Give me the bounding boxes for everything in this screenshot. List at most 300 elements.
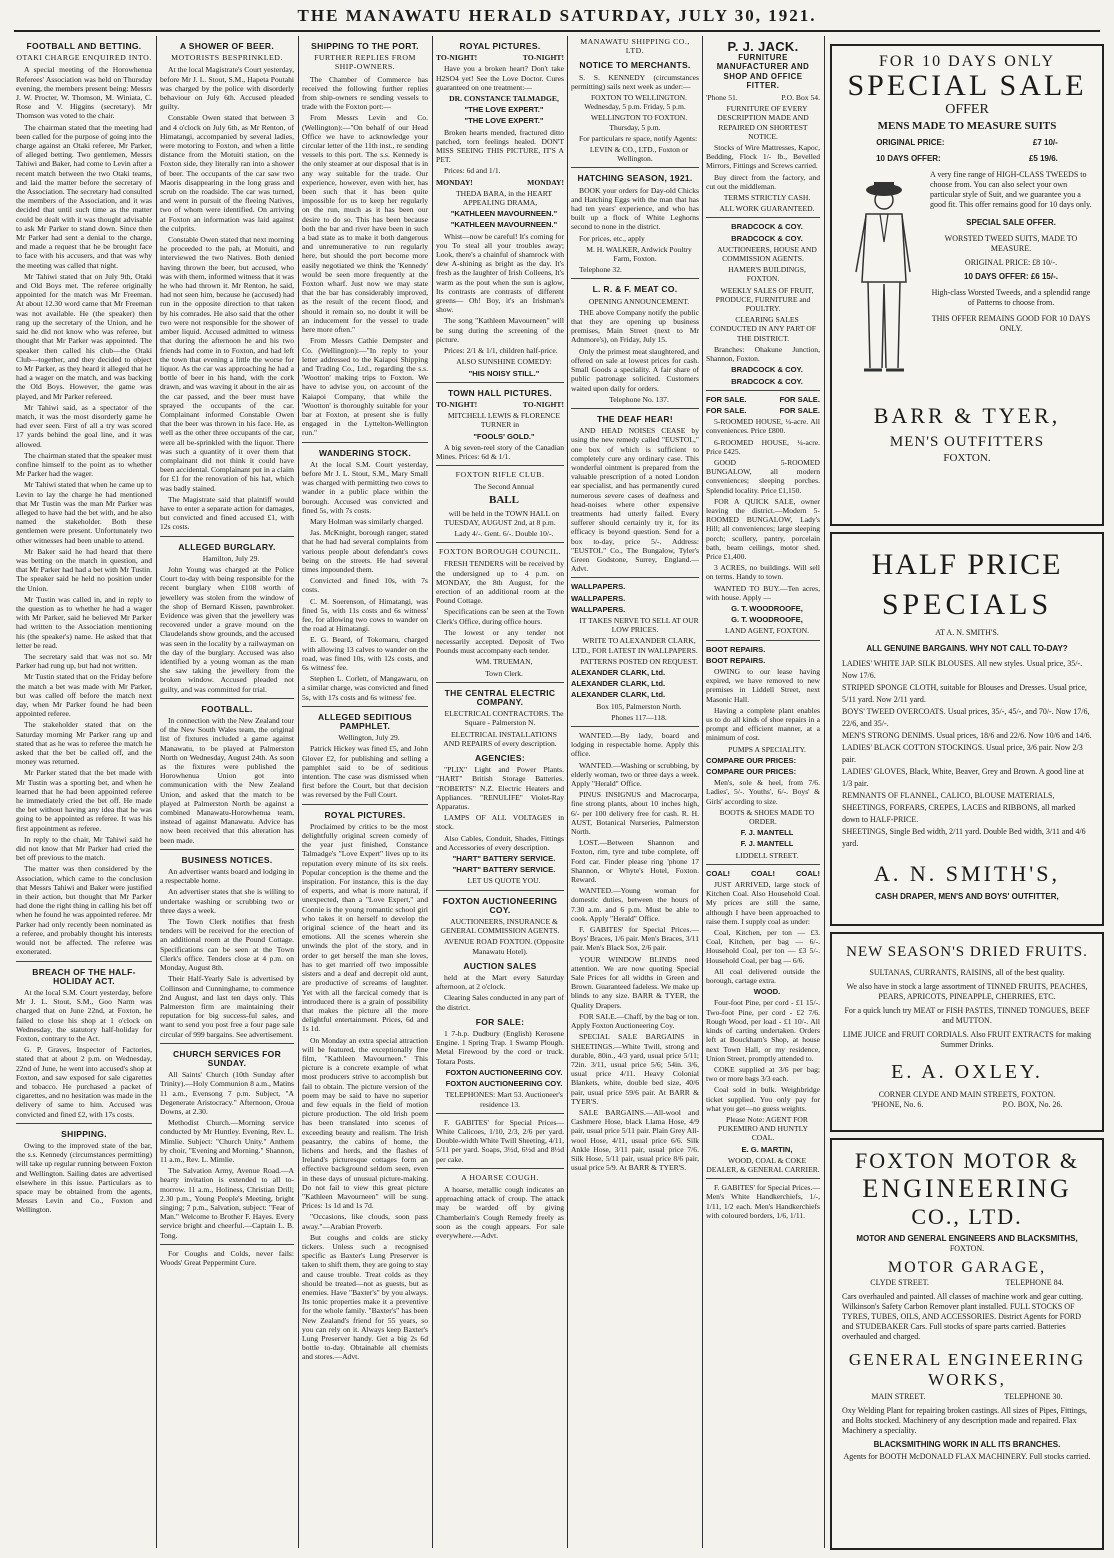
advert-paragraph: COKE supplied at 3/6 per bag; two or more bags 3/3 each.: [706, 1064, 820, 1084]
advert-paragraph: FRESH TENDERS will be received by the undersigned up to 4 p.m. on MONDAY, the 8th August, for the erection of an additional room at the Pound Cottage.: [436, 559, 564, 606]
for-sale-label: FOR SALE.: [779, 405, 820, 415]
divider: [302, 804, 428, 805]
advert-line: BOOT REPAIRS.: [706, 655, 766, 665]
headline-deaf-hear: THE DEAF HEAR!: [597, 413, 673, 424]
list-item: SHEETINGS, Single Bed width, 2/11 yard. Double Bed width, 3/11 and 4/6 yard.: [842, 827, 1086, 848]
advert-paragraph: F. GABITES' for Special Prices—White Calicoes, 1/10, 2/3, 2/6 per yard. Double-width White Twill Sheeting, 4/11, 5/11 per yard. Soaps, 3½d, 6½d and 8½d per cake.: [436, 1117, 564, 1164]
column-1: [16, 36, 152, 1548]
advert-line: WOOD.: [753, 987, 781, 997]
advert-line: AVENUE ROAD FOXTON. (Opposite Manawatu Hotel).: [444, 937, 564, 956]
advert-paragraph: The lowest or any tender not necessarily accepted. Deposit of Two Pounds must accompany each tender.: [436, 627, 564, 656]
signature: Town Clerk.: [485, 668, 523, 678]
notice-heading: MANAWATU SHIPPING CO., LTD.: [580, 37, 690, 56]
oxley-advert: [830, 932, 1104, 1132]
column-4: [436, 36, 564, 1548]
article-paragraph: Mr Parker stated that the bet made with Mr Tustin was a sporting bet, and when he learned that he had been appointed referee he immediately cried the bet off. He made the bet without having any idea that he was going to be appointed as referee. It was his first appointment as referee.: [16, 768, 152, 833]
advert-line: BRADCOCK & COY.: [731, 222, 803, 232]
advert-paragraph: A hoarse, metallic cough indicates an approaching attack of croup. The attack may be warded off by giving Chamberlain's Cough Remedy freely as soon as the cough appears. For sale everywhere.—Advt.: [436, 1184, 564, 1240]
advert-line: CORNER CLYDE AND MAIN STREETS, FOXTON.: [878, 1090, 1056, 1099]
headline-alleged-burglary: ALLEGED BURGLARY.: [178, 541, 276, 552]
advert-headline: GENERAL ENGINEERING: [848, 1350, 1086, 1369]
notice-heading: A HOARSE COUGH.: [461, 1172, 539, 1182]
classified-ad: F. GABITES' for Special Prices.—Boys' Braces, 1/6 pair. Men's Braces, 3/11 pair. Men's Black Sox, 2/6 pair.: [571, 925, 699, 953]
advert-paragraph: Cars overhauled and painted. All classes of machine work and gear cutting. Wilkinson's Safety Carbon Remover plant installed. FULL STOCKS OF TYRES, TUBES, OILS, AND ACCESSORIES. District Agents for FORD and STUDEBAKER Cars. Full stocks of spare parts carried. Batteries overhauled and charged.: [842, 1292, 1084, 1341]
article-paragraph: Proclaimed by critics to be the most delightfully original screen comedy of the year just finished, Constance Talmadge's "Love Expert" lives up to its reputation every minute of its six reels. Popular conception is the theme and the inspiration. For instance, this is the day of experts, and what is more natural, if unexpected, than a "Love Expert," and Connie is the young romantic school girl who takes it on herself to develop the original science of the heart and its emotions. All the scenes wherein she unwinds the plot of the story, and in order to get herself the man she loves, has to get married off two impossible sisters and a deaf and decrepit old aunt, are productive of screams of laughter. Yet with all the farcical comedy that is introduced there is a grain of possibility that makes the picture all the more delightful entertainment. Prices, 6d and 1s 1d.: [302, 821, 428, 1034]
classified-ad: YOUR WINDOW BLINDS need attention. We are now quoting Special Sale Prices for all widths in Green and Brown. Guaranteed fadeless. We make up blinds to any size. BARR & TYER, the Quality Drapers.: [571, 954, 699, 1010]
article-paragraph: The Salvation Army, Avenue Road.—A hearty invitation is extended to all to-morrow. 11 a.m., Holiness, Christian Drill; 2.30 p.m., Young People's Meeting, bright singing; 7 p.m., Salvation, subject: "Fear of Man." Welcome to Brother F. Hayes. Every service bright and cheerful.—Captain L. B. Tong.: [160, 1166, 294, 1240]
article-paragraph: At the local S.M. Court yesterday, before Mr J. L. Stout, S.M., Goo Narm was charged that on June 22nd, at Foxton, he failed to close his shop at 1 o'clock on Wednesday, the statutory half-holiday for Foxton, contrary to the Act.: [16, 987, 152, 1043]
advert-line: IT TAKES NERVE TO SELL AT OUR LOW PRICES.: [579, 615, 699, 635]
advert-paragraph: The song "Kathleen Mavourneen" will be sung during the screening of the picture.: [436, 316, 564, 344]
classified-ad: FOR A QUICK SALE, owner leaving the district.—Modern 5-ROOMED BUNGALOW, Lady's Hill; all conveniences; large sleeping porch; scullery, pantry, porcelain bath, beam ceilings, motor shed. Price £1,400.: [706, 496, 820, 561]
divider: [16, 1123, 152, 1124]
advert-paragraph: LIME JUICE and FRUIT CORDIALS. Also FRUIT EXTRACTS for making Summer Drinks.: [842, 1030, 1092, 1049]
advert-line: 10 DAYS OFFER: £6 15/-.: [964, 272, 1058, 281]
article-paragraph: Mr Tahiwi stated that when he came up to Levin to lay the charge he had mentioned that Mr Tustin was the man Mr Parker was alleged to have had the bet with, and he also named the stakeholder. Both these gentlemen were present. Unfortunately two other witnesses had been unable to attend.: [16, 480, 152, 545]
advert-paragraph: Whist—now be careful! It's coming for you To steal all your troubles away; Look, there's a chainful of shamrock with dew A-shining as bright as the day. It's fresh as the laughter of Irish Colleens, It's warm as the pout when the sun is aglow, Its contrasts are contrasts of different greens— Oh! Boy, it's an Irishman's show.: [436, 231, 564, 315]
advert-line: BALL: [489, 493, 519, 506]
advert-line: DR. CONSTANCE TALMADGE,: [449, 94, 559, 104]
divider: [571, 408, 699, 409]
advert-line: ALEXANDER CLARK, Ltd.: [571, 690, 666, 700]
divider: [436, 382, 564, 383]
divider: [436, 890, 564, 891]
list-item: BOYS' TWEED OVERCOATS. Usual prices, 35/-, 45/-, and 70/-. Now 17/6, 22/6, and 35/-.: [842, 707, 1090, 728]
article-paragraph: From Messrs Levin and Co. (Wellington):—"On behalf of our Head Office we have to acknowledge your circular letter of the 11th inst., re sending vessels to this port. The s.s. Kennedy is the only steamer at our disposal that is in any way suitable for the trade. Our experience, however, even with her, has been such that it has been quite impossible for us to keep her regularly on the run, much as it has been our desire to do so. This has been because both the bar and river have been in such a bad state as to make it both dangerous and unremunerative to run regularly here, but should the port become more easily negotiated we think the 'Kennedy' would be seen more frequently at the Foxton wharf. Just now we may state that the bar has considerably improved, as the result of the recent flood, and should it remain so, no doubt it will be an inducement for the vessel to trade here more often.": [302, 113, 428, 335]
advert-line: WEEKLY SALES OF FRUIT, PRODUCE, FURNITURE and POULTRY.: [715, 285, 814, 314]
divider: [436, 542, 564, 543]
tonight-label: TO-NIGHT!: [522, 399, 564, 409]
advert-line: "THE LOVE EXPERT.": [464, 105, 544, 115]
po-box: P.O. BOX, No. 26.: [1002, 1100, 1063, 1109]
advert-line: ALSO SUNSHINE COMEDY:: [456, 357, 552, 367]
list-item: LADIES' WHITE JAP. SILK BLOUSES. All new styles. Usual price, 35/-. Now 17/6.: [842, 659, 1083, 680]
advert-line: MITCHELL LEWIS & FLORENCE TURNER in: [447, 411, 561, 430]
monday-label: MONDAY!: [527, 177, 564, 187]
headline-half-holiday: BREACH OF THE HALF-HOLIDAY ACT.: [32, 966, 136, 986]
tonight-label: TO-NIGHT!: [436, 53, 478, 63]
article-paragraph: Mr Tahiwi stated that on July 9th, Otaki and Old Boys met. The referee originally appointed for the match was Mr Freeman. At about 12.30 word came that Mr Freeman was not available. He (the speaker) then rang up the secretary of the Union, and he said he did not know who was referee, but thought that Mr Parker was appointed. The speaker then called his club—the Otaki Club—together, and they decided to object to Mr Parker, as they heard it alleged that he had a wager on the match, and was backing the Old Boys. However, the game was played, and Mr Parker refereed.: [16, 271, 152, 401]
advert-paragraph: All coal delivered outside the borough, cartage extra.: [706, 966, 820, 986]
for-sale-label: FOR SALE.: [706, 394, 747, 404]
notice-heading: FOXTON RIFLE CLUB.: [455, 470, 545, 480]
contact-line: [832, 1278, 1102, 1288]
advert-line: M. H. WALKER, Ardwick Poultry Farm, Foxton.: [586, 244, 692, 264]
advert-paragraph: Stocks of Wire Mattresses, Kapoc, Bedding, Flock 1/- lb., Bevelled Mirrors, Fittings and Screws carried.: [706, 143, 820, 171]
column-2: [160, 36, 294, 1548]
tonight-label: TO-NIGHT!: [436, 399, 478, 409]
article-paragraph: In reply to the chair, Mr Tahiwi said he did not know that Mr Parker had cried the bet off previous to the match.: [16, 834, 152, 863]
article-paragraph: The Town Clerk notifies that fresh tenders will be received for the erection of an additional room at the Pound Cottage. Specifications can be seen at the Town Clerk's office. Tenders close at 4 p.m. on Monday, August 8th.: [160, 917, 294, 973]
divider: [436, 1168, 564, 1169]
classified-ad: F. GABITES' for Special Prices.—Men's White Handkerchiefs, 1/-, 1/11, 1/2 each. Men's Handkerchiefs with coloured borders, 1/6, 1/11.: [706, 1183, 820, 1220]
masthead-rule: [14, 30, 1100, 32]
classified-ad: 3 ACRES, no buildings. Will sell on terms. Handy to town.: [706, 563, 820, 582]
advert-line: PUMPS A SPECIALITY.: [728, 744, 806, 754]
advert-line: FOXTON.: [943, 452, 991, 464]
advert-line: "HART" BATTERY SERVICE.: [452, 854, 556, 864]
advert-paragraph: 1 7-h.p. Dudbury (English) Kerosene Engine. 1 Spring Trap. 1 Swamp Plough. Metal Firewood by the cord or truck. Totara Posts.: [436, 1029, 564, 1066]
advert-line: ALEXANDER CLARK, Ltd.: [571, 667, 666, 677]
article-paragraph: Patrick Hickey was fined £5, and John Glover £2, for publishing and selling a pamphlet said to be of seditious intention. The case was dismissed when first before the Court, but that decision was reversed by the Full Court.: [302, 744, 428, 800]
column-divider: [156, 36, 157, 1548]
advert-paragraph: OWING to our lease having expired, we have removed to new premises in Liddell Street, next Masonic Hall.: [706, 666, 820, 704]
advert-line: "KATHLEEN MAVOURNEEN.": [450, 209, 558, 219]
an-smith-advert: [830, 532, 1104, 926]
phone-number: TELEPHONE 30.: [1004, 1392, 1063, 1401]
list-item: LADIES' BLACK COTTON STOCKINGS. Usual price, 3/6 pair. Now 2/3 pair.: [842, 743, 1083, 764]
advert-line: Box 105, Palmerston North.: [596, 701, 682, 711]
article-paragraph: From Messrs Cathie Dempster and Co. (Wellington):—"In reply to your letter addressed to the Kaiapoi Shipping and Trading Co., Ltd., regarding the s.s. 'Wootton' making trips to Foxton. We have to advise you, on account of the Kaiapoi Company, that while the 'Wootton' is thoroughly suitable for your bar at Foxton, at present she is fully engaged in the Lyttelton-Wellington run.": [302, 336, 428, 438]
article-paragraph: The matter was then considered by the Association, which came to the conclusion that Messrs Tahiwi and Baker were justified in their action, but thought that Mr Parker had done the right thing in calling his bet off when he found he was appointed referee. Mr Parker had only recently been nominated as a referee, and probably thought his interests would not be affected. The referee was exonerated.: [16, 864, 152, 957]
advert-line: F. J. MANTELL: [740, 828, 794, 838]
advert-line: FOXTON.: [949, 1244, 985, 1253]
advert-line: will be held in the TOWN HALL on TUESDAY, AUGUST 2nd, at 8 p.m.: [444, 508, 560, 527]
advert-paragraph: Four-foot Pine, per cord - £1 15/-. Two-foot Pine, per cord - £2 7/6. Rough Wood, per load - £1 10/-. All kinds of carting undertaken. Orders left at Bouckham's Shop, at house next Town Hall, or my residence, Union Street, promptly attended to.: [706, 998, 820, 1063]
headline-shipping: SHIPPING.: [61, 1128, 107, 1139]
agencies-heading: AGENCIES:: [475, 753, 525, 763]
headline-meat-co: L. R. & F. MEAT CO.: [592, 284, 678, 295]
street: CLYDE STREET.: [870, 1278, 929, 1287]
classified-ad: FOR SALE.—Chaff, by the bag or ton. Apply Foxton Auctioneering Coy.: [571, 1011, 699, 1031]
divider: [706, 390, 820, 391]
article-paragraph: Convicted and fined 10s, with 7s costs.: [302, 576, 428, 595]
advert-line: ORIGINAL PRICE: £8 10/-.: [964, 258, 1058, 267]
barr-tyer-advert: [830, 44, 1104, 526]
price-label: ORIGINAL PRICE:: [876, 138, 945, 147]
article-paragraph: Mr Tahiwi said, as a spectator of the match, it was the most disorderly game he had ever seen. First of all a try was scored 17 yards behind the goal line, and it was allowed.: [16, 402, 152, 449]
column-divider: [298, 36, 299, 1548]
man-in-suit-illustration: [844, 172, 924, 382]
advert-paragraph: Also Cables, Conduit, Shades, Fittings and Accessories of every description.: [436, 833, 564, 852]
advert-paragraph: SULTANAS, CURRANTS, RAISINS, all of the best quality.: [869, 968, 1065, 977]
phone-number: 'PHONE, No. 6.: [871, 1100, 924, 1109]
advert-paragraph: Having a complete plant enables us to do all kinds of shoe repairs in a prompt and efficient manner, at a minimum of cost.: [706, 705, 820, 743]
advert-line: Please Note: AGENT FOR PUKEMIRO AND HUNTLY COAL.: [718, 1114, 808, 1143]
contact-line: [706, 93, 820, 102]
article-paragraph: In connection with the New Zealand tour of the New South Wales team, the original list of fixtures included a game against Manawatu, to be played at Palmerston North on Wednesday, August 24th. As soon as the fixtures were published the Horowhenua Union got into communication with the New Zealand Union, and asked that the match to be played at Palmerston North be against a combined Manawatu-Horowhenua team, instead of against Manawatu. Advice has now been received that this alteration has been made.: [160, 716, 294, 845]
divider: [160, 1043, 294, 1044]
advert-line: MENS MADE TO MEASURE SUITS: [877, 120, 1057, 132]
article-paragraph: C. M. Soerenson, of Himatangi, was fined 5s, with 11s costs and 6s witness' fee, for allowing two cows to wander on the road at Himatangi.: [302, 596, 428, 634]
article-paragraph: The secretary said that was not so. Mr Parker had rung up, but had not written.: [16, 652, 152, 671]
phone-number: 'Phone 51.: [706, 93, 738, 103]
advert-line: FOXTON AUCTIONEERING COY.: [445, 1067, 563, 1077]
advert-line: AT A. N. SMITH'S.: [935, 628, 999, 637]
article-paragraph: At the local S.M. Court yesterday, before Mr J. L. Stout, S.M., Mary Small was charged with permitting two cows to wander in a public place within the borough. Accused was convicted and fined 5s, with 7s costs.: [302, 459, 428, 515]
advert-headline: HALF PRICE: [871, 548, 1063, 581]
divider: [160, 698, 294, 699]
masthead-title: THE MANAWATU HERALD SATURDAY, JULY 30, 1921.: [297, 6, 817, 25]
advert-line: BLACKSMITHING WORK IN ALL ITS BRANCHES.: [873, 1440, 1061, 1449]
divider: [160, 849, 294, 850]
article-paragraph: Mr Baker said he had heard that there was betting on the match in question, and that Mr Parker had had a bet with Mr Tustin. The speaker said he held no position under the Union.: [16, 546, 152, 593]
column-divider: [824, 36, 825, 1548]
advert-line: BRADCOCK & COY.: [731, 365, 803, 375]
advert-line: "KATHLEEN MAVOURNEEN.": [450, 220, 558, 230]
advert-line: TELEPHONES: Mart 53. Auctioneer's residence 13.: [445, 1090, 563, 1109]
advert-line: BRADCOCK & COY.: [731, 233, 803, 243]
advert-line: WOOD, COAL & COKE DEALER, & GENERAL CARRIER.: [706, 1155, 820, 1174]
divider: [302, 442, 428, 443]
advert-line: E. G. MARTIN,: [741, 1144, 793, 1154]
headline-church-services: CHURCH SERVICES FOR SUNDAY.: [172, 1048, 282, 1068]
advert-paragraph: Broken hearts mended, fractured ditto patched, torn feelings healed. DON'T MISS SEEING THIS PICTURE, IT'S A PET.: [436, 127, 564, 165]
classified-ad: SALE BARGAINS.—All-wool and Cashmere Hose, black Llama Hose, 4/9 pair, usual price 5/11 pair. Plain Grey All-wool Hose, 4/11, usual price 6/6. Silk Ankle Hose, 3/11 pair, usual price 7/6. Silk Hose, 5/11 pair, usual price 8/6 pair, usual price 5/9. At BARR & TYER'S.: [571, 1107, 699, 1173]
advert-line: "HART" BATTERY SERVICE.: [452, 865, 556, 875]
advert-headline: SPECIALS: [881, 588, 1053, 621]
advert-paragraph: For Coughs and Colds, never fails: Woods' Great Peppermint Cure.: [160, 1248, 294, 1267]
classified-ad: WANTED.—Washing or scrubbing, by elderly woman, two or three days a week. Apply "Herald" Office.: [571, 760, 699, 789]
divider: [571, 726, 699, 727]
headline-seditious-pamphlet: ALLEGED SEDITIOUS PAMPHLET.: [318, 711, 412, 732]
advert-paragraph: Branches: Ohakune Junction, Shannon, Foxton.: [706, 344, 820, 364]
headline-notice-merchants: NOTICE TO MERCHANTS.: [579, 60, 691, 71]
advert-line: LAND AGENT, FOXTON.: [724, 626, 810, 636]
column-5: [571, 36, 699, 1548]
advert-paragraph: S. S. KENNEDY (circumstances permitting) sails next week as under:—: [571, 72, 699, 91]
classified-ad: WANTED TO BUY.—Ten acres, with house. Apply —: [706, 583, 820, 602]
divider: [706, 1178, 820, 1179]
article-paragraph: G. P. Graves, Inspector of Factories, stated that at about 2 p.m. on Wednesday, 22nd of June, he went into accused's shop at Foxton, and saw exposed for sale cigarettes and tobacco. He purchased a packet of cigarettes, and no hesitation was made in the delivery of same to him. Accused was convicted and fined £2, with 17s costs.: [16, 1045, 152, 1119]
advert-line: THEDA BARA, in the HEART APPEALING DRAMA,: [456, 188, 552, 208]
classified-ad: 5-ROOMED HOUSE, ¼-acre. All conveniences. Price £800.: [706, 417, 820, 436]
advert-headline: MOTOR GARAGE,: [887, 1259, 1047, 1276]
po-box: P.O. Box 54.: [781, 93, 820, 103]
advert-line: SPECIAL SALE OFFER.: [966, 218, 1056, 227]
advert-paragraph: Coal sold in bulk. Weighbridge ticket supplied. You only pay for what you get—no guess weights.: [706, 1085, 820, 1113]
advert-paragraph: THE above Company notify the public that they are opening up business premises, Main Street (next to Mr Adnmore's), on Friday, July 15.: [571, 307, 699, 345]
advert-line: AUCTIONEERS, INSURANCE & GENERAL COMMISSION AGENTS.: [440, 917, 560, 936]
divider: [16, 961, 152, 962]
advert-list: [832, 654, 1102, 850]
advert-paragraph: For prices, etc., apply: [579, 233, 645, 243]
headline-football: FOOTBALL.: [201, 703, 253, 714]
advert-line: LIDDELL STREET.: [735, 850, 799, 860]
article-paragraph: Owing to the improved state of the bar, the s.s. Kennedy (circumstances permitting) will take up regular running between Foxton and Wellington. Sailing dates are advertised elsewhere in this issue. Particulars as to space may be obtained from the agents, Messrs Levin and Co., Foxton and Wellington.: [16, 1140, 152, 1215]
advert-line: PATTERNS POSTED ON REQUEST.: [580, 656, 698, 666]
divider: [706, 217, 820, 218]
advert-line: High-class Worsted Tweeds, and a splendid range of Patterns to choose from.: [931, 288, 1091, 307]
advert-paragraph: Buy direct from the factory, and cut out the middleman.: [706, 172, 820, 191]
advert-line: "HIS NOISY STILL.": [468, 368, 540, 378]
monday-line: [436, 178, 564, 187]
advert-line: ELECTRICAL INSTALLATIONS AND REPAIRS of every description.: [443, 729, 558, 748]
article-paragraph: Stephen L. Corlett, of Mangawaru, on a similar charge, was convicted and fined 5s, with 17s costs and 6s witness' fee.: [302, 674, 428, 702]
advert-headline: BARR & TYER,: [873, 403, 1061, 428]
divider: [706, 864, 820, 865]
subheadline: FURTHER REPLIES FROM SHIP-OWNERS.: [314, 53, 416, 72]
subheadline: OTAKI CHARGE ENQUIRED INTO.: [16, 53, 152, 63]
divider: [571, 577, 699, 578]
price-label: 10 DAYS OFFER:: [876, 154, 941, 163]
advert-headline: E. A. OXLEY.: [891, 1061, 1043, 1083]
article-paragraph: The chairman stated that the speaker must confine himself to the point as to whether Mr Parker had the wager.: [16, 450, 152, 479]
advert-line: Telephone No. 137.: [609, 394, 669, 404]
article-paragraph: At the local Magistrate's Court yesterday, before Mr J. L. Stout, S.M., Hapeta Poutahi was charged by the police with disorderly behaviour on July 6th. Accused pleaded guilty.: [160, 65, 294, 112]
advert-line: HAMER'S BUILDINGS, FOXTON.: [728, 265, 806, 284]
classified-ad: WANTED.—Young woman for domestic duties, between the hours of 7.30 a.m. and 6 p.m. Must be able to cook. Apply "Herald" Office.: [571, 886, 699, 923]
auction-sales-heading: AUCTION SALES: [463, 960, 537, 971]
advert-line: Phones 117—118.: [611, 712, 667, 722]
article-paragraph: But coughs and colds are sticky tickers. Unless such a recognised specific as Baxter's Lung Preserver is taken to shift them, they are going to stay and cause trouble. Treat colds as they should be treated—not as guests, but as enemies. Have "Baxter's" by you always. Its tonic properties make it a preventive for the whole family. "Baxter's" has been New Zealand's friend for 55 years, so you can rely on it. Always keep Baxter's Lung Preserver handy. Get a big 2s 6d bottle to-day. Obtainable all chemists and stores.—Advt.: [302, 1232, 428, 1362]
divider: [706, 640, 820, 641]
article-paragraph: The Magistrate said that plaintiff would have to enter a separate action for damages, but convicted and fined accused £1, with 12s costs.: [160, 494, 294, 532]
advert-line: MOTOR AND GENERAL ENGINEERS AND BLACKSMITHS,: [856, 1234, 1078, 1243]
article-paragraph: Constable Owen stated that between 3 and 4 o'clock on July 6th, as Mr Renton, of Himatangi, accompanied by several ladies, were motoring to Foxton, and when a little distance from the Motuiti station, on the Foxton side, they literally ran into a shower of beer. The occupants of the car saw two Maoris disappearing in the long grass and scrub on the roadside. The car was turned, and went in pursuit of the fleeing Natives, two of whom were identified. On arriving at Foxton an information was laid against the culprits.: [160, 113, 294, 233]
divider: [436, 1113, 564, 1114]
headline-business-notices: BUSINESS NOTICES.: [181, 854, 273, 865]
advert-paragraph: Specifications can be seen at the Town Clerk's Office, during office hours.: [436, 607, 564, 626]
advert-line: Agents for BOOTH McDONALD FLAX MACHINERY. Full stocks carried.: [843, 1452, 1091, 1461]
article-paragraph: "Occasions, like clouds, soon pass away."—Arabian Proverb.: [302, 1212, 428, 1231]
divider: [436, 682, 564, 683]
advert-paragraph: Only the primest meat slaughtered, and offered on sale at lowest prices for cash. Small Goods a speciality. A fair share of public patronage solicited. Customers waited upon daily for orders.: [571, 346, 699, 393]
price-line: [832, 138, 1102, 148]
advert-line: FOR 10 DAYS ONLY: [878, 53, 1056, 70]
divider: [302, 706, 428, 707]
headline-football-betting: FOOTBALL AND BETTING.: [26, 41, 142, 51]
advert-line: WALLPAPERS.: [571, 593, 626, 603]
article-paragraph: E. G. Beard, of Tokomaru, charged with allowing 13 calves to wander on the road, was fined 10s, with 12s costs, and 6s witness' fee.: [302, 635, 428, 672]
advert-line: BOOT REPAIRS.: [706, 644, 766, 654]
advert-headline: WORKS,: [928, 1370, 1006, 1389]
divider: [436, 465, 564, 466]
advert-line: FURNITURE OF EVERY DESCRIPTION MADE AND REPAIRED ON SHORTEST NOTICE.: [717, 104, 809, 141]
advert-line: COMPARE OUR PRICES:: [706, 755, 797, 765]
classified-ad: WANTED.—By lady, board and lodging in respectable home. Apply this office.: [571, 731, 699, 759]
article-paragraph: An advertiser wants board and lodging in a respectable home.: [160, 867, 294, 886]
advert-paragraph: For particulars re space, notify Agents:: [579, 133, 698, 143]
advert-line: F. J. MANTELL: [740, 839, 794, 849]
advert-line: ALEXANDER CLARK, Ltd.: [571, 679, 666, 689]
notice-heading: FOXTON BOROUGH COUNCIL.: [438, 547, 562, 557]
article-paragraph: John Young was charged at the Police Court to-day with being responsible for the recent burglary when £108 worth of jewellery was stolen from the window of the shop of Bernard Kissen, pawnbroker. Evidence was given that the jewellery was recovered under a grave mound on the Claudelands show grounds, and the accused was seen in the locality by a railwayman on the day of the burglary. Accused was also identified by a young woman as the man she saw taking the jewellery from the broken window. Accused pleaded not guilty, and was committed for trial.: [160, 564, 294, 694]
coal-line: [706, 869, 820, 878]
article-paragraph: An advertiser states that she is willing to undertake washing or scrubbing two or three days a week.: [160, 887, 294, 915]
advert-line: THIS OFFER REMAINS GOOD FOR 10 DAYS ONLY.: [931, 314, 1091, 333]
foxton-motor-advert: [830, 1138, 1104, 1550]
headline-pj-jack: P. J. JACK.: [727, 39, 799, 54]
advert-line: TERMS STRICTLY CASH.: [723, 193, 811, 203]
advert-line: The Second Annual: [474, 482, 534, 492]
advert-headline: A. N. SMITH'S,: [874, 861, 1060, 886]
contact-line: [832, 1100, 1102, 1110]
classified-ad: PINUS INSIGNUS and Macrocarpa, fine strong plants, about 10 inches high, 6/- per 100 delivery free for cash. R. H. AUST, Botanical Nurseries, Palmerston North.: [571, 790, 699, 837]
coal-label: COAL!: [750, 868, 776, 878]
advert-line: OPENING ANNOUNCEMENT.: [588, 296, 690, 306]
article-paragraph: All Saints' Church (10th Sunday after Trinity).—Holy Communion 8 a.m., Matins 11 a.m., Evensong 7 p.m. Subject, "A Degenerate Aristocracy." Afternoon, Oroua Downs, at 2.30.: [160, 1070, 294, 1116]
article-paragraph: Mr Tustin stated that on the Friday before the match a bet was made with Mr Parker, but was called off before the match next day, when Mr Parker found he had been appointed referee.: [16, 672, 152, 719]
advert-paragraph: Prices: 2/1 & 1/1, children half-price.: [444, 346, 558, 356]
headline-central-electric: THE CENTRAL ELECTRIC COMPANY.: [444, 687, 556, 707]
subheadline: MOTORISTS BESPRINKLED.: [171, 53, 283, 63]
coal-label: COAL!: [795, 868, 820, 878]
advert-line: AUCTIONEERS, HOUSE AND COMMISSION AGENTS.: [717, 244, 817, 264]
advert-paragraph: LAMPS OF ALL VOLTAGES in stock.: [436, 813, 564, 832]
advert-line: ALL WORK GUARANTEED.: [719, 204, 815, 214]
for-sale-line: [706, 395, 820, 404]
advert-line: "THE LOVE EXPERT.": [464, 116, 544, 126]
article-paragraph: Their Half-Yearly Sale is advertised by Collinson and Cunninghame, to commence 2nd August, and last ten days only. This Palmerston firm are maintaining their reputation for big success-ful sales, and want to send you post free a four page sale circular of 999 bargains. See advertisement.: [160, 974, 294, 1039]
advert-paragraph: Coal, Kitchen, per ton — £3. Coal, Kitchen, per bag — 6/-. Household Coal, per ton — £3 5/-. Household Coal, per bag — 6/6.: [706, 928, 820, 965]
advert-paragraph: A very fine range of HIGH-CLASS TWEEDS to choose from. You can also select your own particular style of Suit, and we guarantee you a good fit. This offer remains good for 10 days only.: [930, 170, 1092, 209]
advert-line: CASH DRAPER, MEN'S AND BOYS' OUTFITTER,: [875, 892, 1059, 901]
advert-paragraph: We also have in stock a large assortment of TINNED FRUITS, PEACHES, PEARS, APRICOTS, PINEAPPLE, CHERRIES, ETC.: [846, 982, 1088, 1001]
advert-paragraph: BOOK your orders for Day-old Chicks and Hatching Eggs with the man that has had ten years' experience, and who has built up a flock of White Leghorns second to none in the district.: [571, 185, 699, 232]
subheadline: FURNITURE MANUFACTURER AND SHOP AND OFFICE FITTER.: [716, 53, 810, 90]
advert-paragraph: Have you a broken heart? Don't take H2SO4 yet! See the Love Doctor. Cures guaranteed on one treatment:—: [436, 64, 564, 92]
advert-paragraph: For a quick lunch try MEAT or FISH PASTES, TINNED TONGUES, BEEF and MUTTON.: [844, 1006, 1090, 1025]
price-line: [832, 154, 1102, 164]
price-value: £7 10/-: [1032, 138, 1058, 147]
advert-line: "FOOLS' GOLD.": [473, 431, 535, 441]
advert-line: ELECTRICAL CONTRACTORS. The Square - Palmerston N.: [444, 709, 564, 728]
column-3: [302, 36, 428, 1548]
headline-royal-pictures-ad: ROYAL PICTURES.: [459, 41, 541, 51]
advert-line: BOOTS & SHOES MADE TO ORDER.: [719, 807, 815, 827]
for-sale-label: FOR SALE.: [779, 394, 820, 404]
advert-line: CLEARING SALES CONDUCTED IN ANY PART OF THE DISTRICT.: [709, 315, 816, 343]
advert-line: Lady 4/-. Gent. 6/-. Double 10/-.: [454, 528, 554, 538]
advert-line: G. T. WOODROOFE,: [731, 603, 803, 613]
dateline: Wellington, July 29.: [338, 733, 400, 743]
advert-line: WORSTED TWEED SUITS, MADE TO MEASURE.: [944, 234, 1078, 253]
headline-shower-of-beer: A SHOWER OF BEER.: [179, 41, 275, 51]
column-6: [706, 36, 820, 1548]
classified-ad: LOST.—Between Shannon and Foxton, rim, tyre and tube complete, off Ford car. Finder please ring 'phone 17 Shannon, or Whyte's Hotel, Foxton. Reward.: [571, 838, 699, 885]
divider: [160, 536, 294, 537]
article-paragraph: The Chamber of Commerce has received the following further replies from ship-owners re sending vessels to trade with the Foxton port:—: [302, 74, 428, 112]
article-paragraph: Constable Owen stated that next morning he proceeded to the pah, at Motuiti, and interviewed the two Natives. Both denied having thrown the beer, but accused, who was with them, informed witness that it was he who had thrown it. Mr Renton, he said, had not seen him, because he (accused) had run in the opposite direction to that taken by his comrades. He also said that the other two were not responsible for the shower of amber liquid. Accused admitted to witness that during the afternoon he and his two friends had come in to Foxton, and had left the town that evening a little the worse for liquor. As the car was approaching he had a bottle of beer in his hand, with the cork drawn, and was waving it about in the air as the car passed, and the beer must have sprayed the occupants of the car. Complainant informed Constable Owen that the beer was thrown in his face. He, as well as the other three occupants of the car, were all be-sprinkled with the liquor. There was such a quantity of it over them that complainant did not think it could have been accidental. Complainant put in a claim for £1 for the renovation of his hat, which was badly stained.: [160, 235, 294, 493]
divider: [160, 1244, 294, 1245]
list-item: REMNANTS OF FLANNEL, CALICO, BLOUSE MATERIALS, SHEETINGS, FORFARS, CREPES, LACES and RIBBONS, all marked down to HALF-PRICE.: [842, 791, 1076, 824]
advert-line: WALLPAPERS.: [571, 582, 626, 592]
tonight-line: [436, 53, 564, 62]
headline-wandering-stock: WANDERING STOCK.: [318, 447, 411, 458]
classified-ad: SPECIAL SALE BARGAINS in SHEETINGS.—White Twill, strong and durable, 80in., 4/3 yard, usual price 5/11; 72in. 3/11, usual price 5/6; 54in. 3/6, usual price 4/11. Heavy Colonial Blankets, white, double bed size, 40/6 pair, usual price 59/6 pair. At BARR & TYER'S.: [571, 1032, 699, 1106]
advert-headline: SPECIAL SALE: [847, 69, 1087, 102]
article-paragraph: On Monday an extra special attraction will be featured, the exceptionally fine film, "Kathleen Mavourneen." This picture is a concrete example of what most producers strive to accomplish but fail to obtain. The picture version of the poem may be said to have no superior and few equals in the field of motion picture production. The old Irish poem has been translated into scenes of exceeding beauty and realism. The Irish peasantry, the cabins of home, the lichens and herds, and the flashes of Ireland's picturesque cottages form an effective background seldom seen, even in these days of unusual picture-making. Do not fail to view this great picture "Kathleen Mavourneen" will be sung. Prices: 1s 1d and 1s 7d.: [302, 1035, 428, 1211]
advert-paragraph: A big seven-reel story of the Canadian Mines. Prices: 6d & 1/1.: [436, 442, 564, 461]
headline-hatching: HATCHING SEASON, 1921.: [577, 173, 693, 184]
advert-line: LEVIN & CO., LTD., Foxton or Wellington.: [589, 145, 689, 164]
for-sale-heading: FOR SALE:: [475, 1016, 525, 1027]
article-paragraph: Mr Tustin was called in, and in reply to the question as to whether he had a wager with Mr Parker, said he believed Mr Parker had written to the Association mentioning his (the speaker's) name. He asked that that letter be read.: [16, 594, 152, 650]
advert-paragraph: held at the Mart every Saturday afternoon, at 2 o'clock.: [436, 973, 564, 992]
advert-line: WRITE TO ALEXANDER CLARK, LTD., FOR LATEST IN WALLPAPERS.: [572, 636, 698, 655]
column-divider: [702, 36, 703, 1548]
contact-line: [832, 1392, 1102, 1402]
advert-headline: FOXTON MOTOR &: [855, 1148, 1079, 1173]
advert-line: COMPARE OUR PRICES:: [706, 767, 797, 777]
advert-paragraph: Telephone 32.: [579, 265, 622, 275]
article-paragraph: Mary Holman was similarly charged.: [310, 516, 424, 526]
advert-line: OFFER: [945, 102, 989, 117]
advert-body: [832, 164, 1102, 384]
headline-shipping-port: SHIPPING TO THE PORT.: [311, 41, 419, 51]
article-paragraph: The chairman stated that the meeting had been called for the purpose of going into the charge against an Otaki referee, Mr Parker, of alleged betting. Two gentlemen, Messrs Tahiwi and Baker, had come to Levin after a recent match between the two Otaki teams, and laid the matter before the secretary of the Association. The secretary had consulted the members of the Association, and it was decided that until such time as the matter could be dealt with it was thought advisable to ask Mr Parker to stand down. Since then Mr Parker had sent a denial to the charge, and made a request that he be brought face to face with his accusers, and that was why the meeting was called that night.: [16, 122, 152, 270]
article-paragraph: A special meeting of the Horowhenua Referees' Association was held on Thursday evening, the members present being: Messrs J. W. Procter, W. Thomson, M. Winiata, C. Rose and V. Higgins (secretary). Mr Thomson was voted to the chair.: [16, 65, 152, 121]
monday-label: MONDAY!: [436, 177, 473, 187]
list-item: MEN'S STRONG DENIMS. Usual prices, 18/6 and 22/6. Now 10/6 and 14/6.: [842, 731, 1092, 740]
advert-paragraph: Oxy Welding Plant for repairing broken castings. All sizes of Pipes, Fittings, and Bolts stocked. Machinery of any description made and repaired. Flax Machinery a speciality.: [842, 1406, 1087, 1435]
advert-line: FOXTON TO WELLINGTON. Wednesday, 5 p.m. Friday, 5 p.m.: [584, 93, 688, 112]
column-divider: [567, 36, 568, 1548]
advert-line: G. T. WOODROOFE,: [731, 615, 803, 625]
list-item: LADIES' GLOVES, Black, White, Beaver, Grey and Brown. A good line at 1/3 pair.: [842, 767, 1084, 788]
advert-headline: ENGINEERING: [862, 1174, 1072, 1203]
